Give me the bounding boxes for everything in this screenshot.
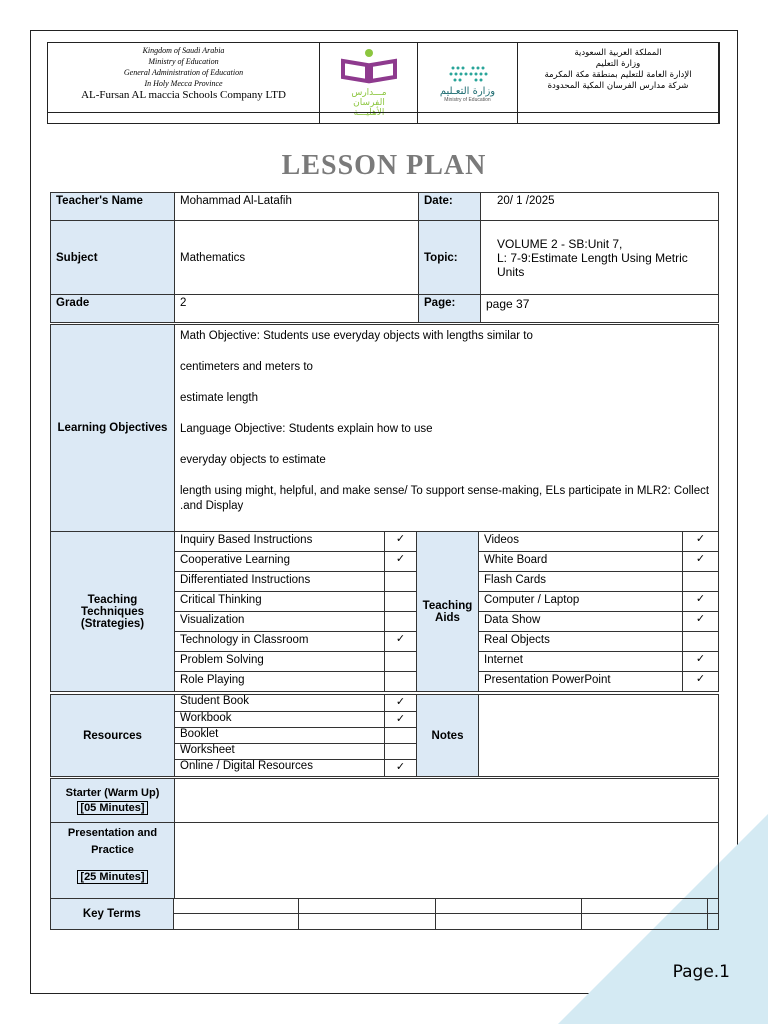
key-term-cell[interactable] — [298, 899, 436, 914]
header-left-english — [48, 43, 320, 123]
svg-text:الفرسان: الفرسان — [352, 98, 385, 108]
technique-checkmark[interactable] — [385, 652, 417, 672]
key-term-cell[interactable] — [582, 899, 708, 914]
objective-line: everyday objects to estimate — [180, 454, 326, 466]
page-title: LESSON PLAN — [281, 150, 487, 181]
key-term-cell[interactable] — [298, 914, 436, 930]
starter-time: [05 Minutes] — [77, 801, 147, 815]
notes-label: Notes — [417, 695, 479, 777]
resources-table — [50, 694, 719, 777]
topic-line: VOLUME 2 - SB:Unit 7, — [497, 236, 623, 251]
resource-item: Workbook — [175, 712, 385, 728]
key-term-cell[interactable] — [173, 899, 298, 914]
technique-checkmark[interactable] — [385, 612, 417, 632]
aid-checkmark[interactable]: ✓ — [683, 552, 719, 572]
technique-item: Technology in Classroom — [175, 632, 385, 652]
objective-line: length using might, helpful, and make sense/ To support sense-making, ELs participate in MLR2: Collect .and Display — [180, 485, 710, 512]
subject-value: Mathematics — [175, 221, 419, 295]
technique-item: Cooperative Learning — [175, 552, 385, 572]
key-terms-table — [50, 898, 719, 930]
header-line: In Holy Mecca Province — [144, 79, 223, 88]
school-header — [47, 42, 720, 124]
date-label: Date: — [419, 193, 481, 221]
svg-text:مـــدارس: مـــدارس — [350, 88, 387, 98]
presentation-time: [25 Minutes] — [77, 870, 147, 884]
technique-item: Role Playing — [175, 672, 385, 692]
resource-item: Student Book — [175, 695, 385, 712]
aid-checkmark[interactable]: ✓ — [683, 652, 719, 672]
page-label: Page: — [419, 295, 481, 323]
technique-checkmark[interactable] — [385, 672, 417, 692]
techniques-table — [50, 531, 719, 692]
ministry-logo — [418, 43, 518, 123]
resources-label: Resources — [51, 695, 175, 777]
resource-item: Worksheet — [175, 744, 385, 760]
key-term-cell[interactable] — [436, 914, 582, 930]
header-right-arabic — [518, 43, 719, 123]
aid-item: Internet — [479, 652, 683, 672]
presentation-label-line: Presentation and — [67, 827, 158, 839]
ministry-dots-icon — [433, 64, 503, 86]
header-line: Ministry of Education — [148, 57, 219, 66]
topic-label: Topic: — [419, 221, 481, 295]
technique-checkmark[interactable]: ✓ — [385, 632, 417, 652]
teaching-aids-label — [417, 532, 479, 692]
header-line: شركة مدارس الفرسان المكية المحدودة — [547, 81, 689, 91]
header-divider — [48, 112, 719, 113]
starter-content[interactable] — [175, 779, 719, 823]
techniques-label — [51, 532, 175, 692]
grade-value: 2 — [175, 295, 419, 323]
technique-item: Problem Solving — [175, 652, 385, 672]
resource-checkmark[interactable]: ✓ — [385, 760, 417, 777]
techniques-label-line: Teaching Techniques — [80, 593, 145, 618]
resource-item: Booklet — [175, 728, 385, 744]
technique-checkmark[interactable]: ✓ — [385, 532, 417, 552]
key-term-cell[interactable] — [708, 899, 719, 914]
aid-checkmark[interactable] — [683, 572, 719, 592]
presentation-label-line: Practice — [91, 844, 134, 856]
resource-checkmark[interactable] — [385, 744, 417, 760]
key-term-cell[interactable] — [173, 914, 298, 930]
resource-checkmark[interactable] — [385, 728, 417, 744]
aid-item: Videos — [479, 532, 683, 552]
technique-item: Critical Thinking — [175, 592, 385, 612]
aids-label-line: Teaching — [422, 599, 473, 612]
school-logo-icon — [329, 47, 409, 119]
aids-label-line: Aids — [435, 611, 460, 624]
info-table — [50, 192, 719, 323]
teacher-label: Teacher's Name — [51, 193, 175, 221]
aid-checkmark[interactable]: ✓ — [683, 612, 719, 632]
objective-line: Language Objective: Students explain how to use — [180, 423, 433, 435]
page-value: page 37 — [481, 295, 719, 323]
svg-text:الأهليـــة: الأهليـــة — [353, 108, 384, 118]
header-line: الإدارة العامة للتعليم بمنطقة مكة المكرمة — [544, 70, 692, 80]
technique-checkmark[interactable] — [385, 592, 417, 612]
header-line: المملكة العربية السعودية — [574, 48, 662, 58]
aid-checkmark[interactable] — [683, 632, 719, 652]
ministry-english: Ministry of Education — [444, 96, 491, 103]
topic-line: L: 7-9:Estimate Length Using Metric Units — [497, 250, 688, 279]
company-name: AL-Fursan AL maccia Schools Company LTD — [81, 89, 286, 101]
aid-item: Presentation PowerPoint — [479, 672, 683, 692]
objective-line: estimate length — [180, 392, 258, 404]
objectives-table — [50, 324, 719, 532]
notes-area[interactable] — [479, 695, 719, 777]
resource-checkmark[interactable]: ✓ — [385, 695, 417, 712]
technique-item: Visualization — [175, 612, 385, 632]
technique-item: Inquiry Based Instructions — [175, 532, 385, 552]
aid-checkmark[interactable]: ✓ — [683, 532, 719, 552]
aid-checkmark[interactable]: ✓ — [683, 592, 719, 612]
header-line: وزارة التعليم — [595, 59, 641, 69]
header-line: General Administration of Education — [123, 68, 244, 77]
key-term-cell[interactable] — [436, 899, 582, 914]
aid-item: Computer / Laptop — [479, 592, 683, 612]
objective-line: Math Objective: Students use everyday objects with lengths similar to — [180, 330, 533, 342]
date-value: 20/ 1 /2025 — [481, 193, 719, 221]
presentation-content[interactable] — [175, 823, 719, 899]
key-term-cell[interactable] — [708, 914, 719, 930]
starter-label: Starter (Warm Up) — [65, 786, 160, 799]
header-line: Kingdom of Saudi Arabia — [142, 46, 225, 55]
school-logo — [320, 43, 418, 123]
aid-item: Flash Cards — [479, 572, 683, 592]
page-number: Page.1 — [672, 962, 730, 982]
objectives-label: Learning Objectives — [51, 325, 175, 532]
aid-checkmark[interactable]: ✓ — [683, 672, 719, 692]
aid-item: Real Objects — [479, 632, 683, 652]
activities-table — [50, 778, 719, 899]
ministry-arabic: وزارة التعـليم — [439, 85, 496, 97]
resource-item: Online / Digital Resources — [175, 760, 385, 777]
aid-item: White Board — [479, 552, 683, 572]
techniques-label-line: (Strategies) — [80, 617, 145, 630]
key-term-cell[interactable] — [582, 914, 708, 930]
aid-item: Data Show — [479, 612, 683, 632]
technique-checkmark[interactable]: ✓ — [385, 552, 417, 572]
technique-item: Differentiated Instructions — [175, 572, 385, 592]
technique-checkmark[interactable] — [385, 572, 417, 592]
objective-line: centimeters and meters to — [180, 361, 313, 373]
key-terms-label: Key Terms — [51, 899, 174, 930]
teacher-name: Mohammad Al-Latafih — [175, 193, 419, 221]
grade-label: Grade — [51, 295, 175, 323]
resource-checkmark[interactable]: ✓ — [385, 712, 417, 728]
subject-label: Subject — [51, 221, 175, 295]
